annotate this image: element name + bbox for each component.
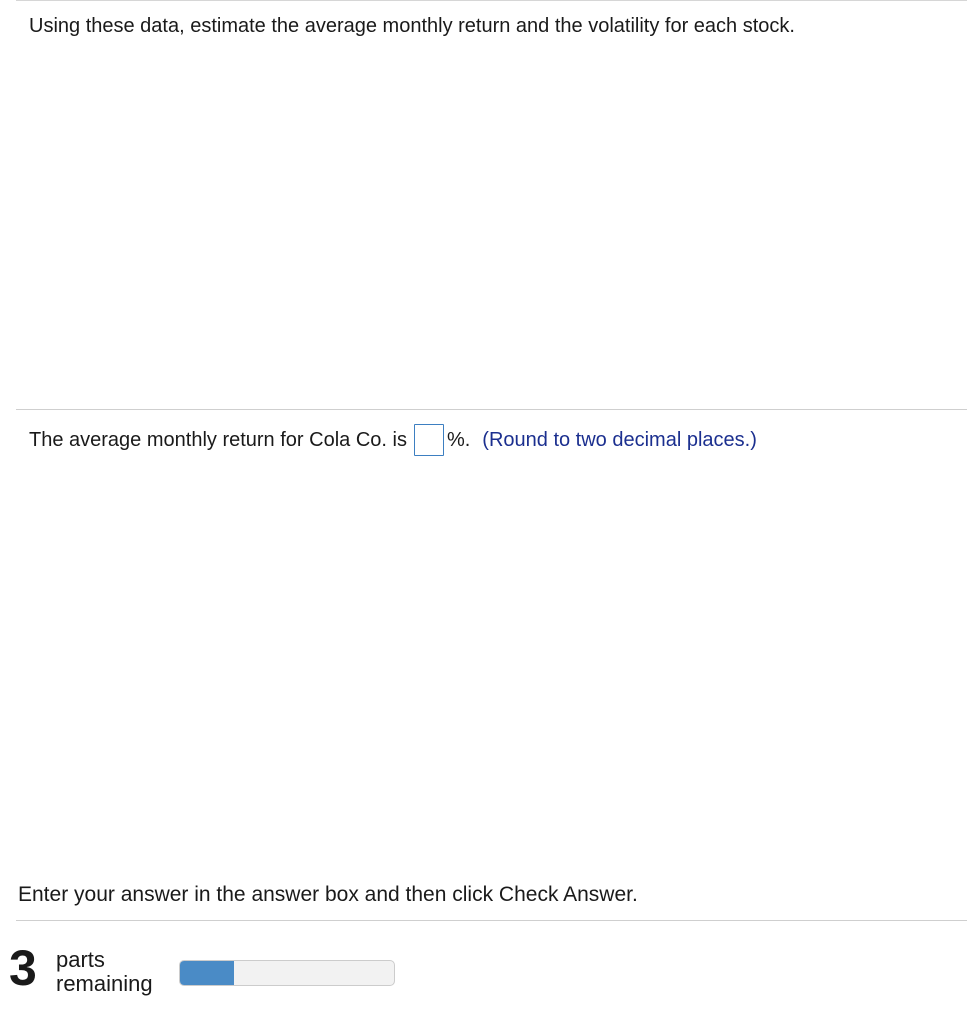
answer-row [29, 422, 757, 458]
rounding-hint: (Round to two decimal places.) [482, 428, 757, 451]
answer-prefix: The average monthly return for Cola Co. is [29, 428, 407, 451]
question-panel [0, 0, 967, 410]
question-divider [16, 409, 967, 410]
parts-label-line2: remaining [56, 971, 153, 996]
question-prompt: Using these data, estimate the average monthly return and the volatility for each stock. [29, 15, 795, 37]
answer-suffix: %. [446, 428, 471, 451]
footer-divider [16, 920, 967, 921]
progress-bar-fill [180, 961, 234, 985]
answer-input[interactable] [414, 424, 444, 456]
parts-label-line1: parts [56, 947, 105, 972]
progress-bar [179, 960, 395, 986]
instruction-text: Enter your answer in the answer box and then click Check Answer. [18, 883, 638, 906]
parts-remaining-count: 3 [9, 940, 37, 996]
parts-remaining-label [56, 948, 153, 996]
